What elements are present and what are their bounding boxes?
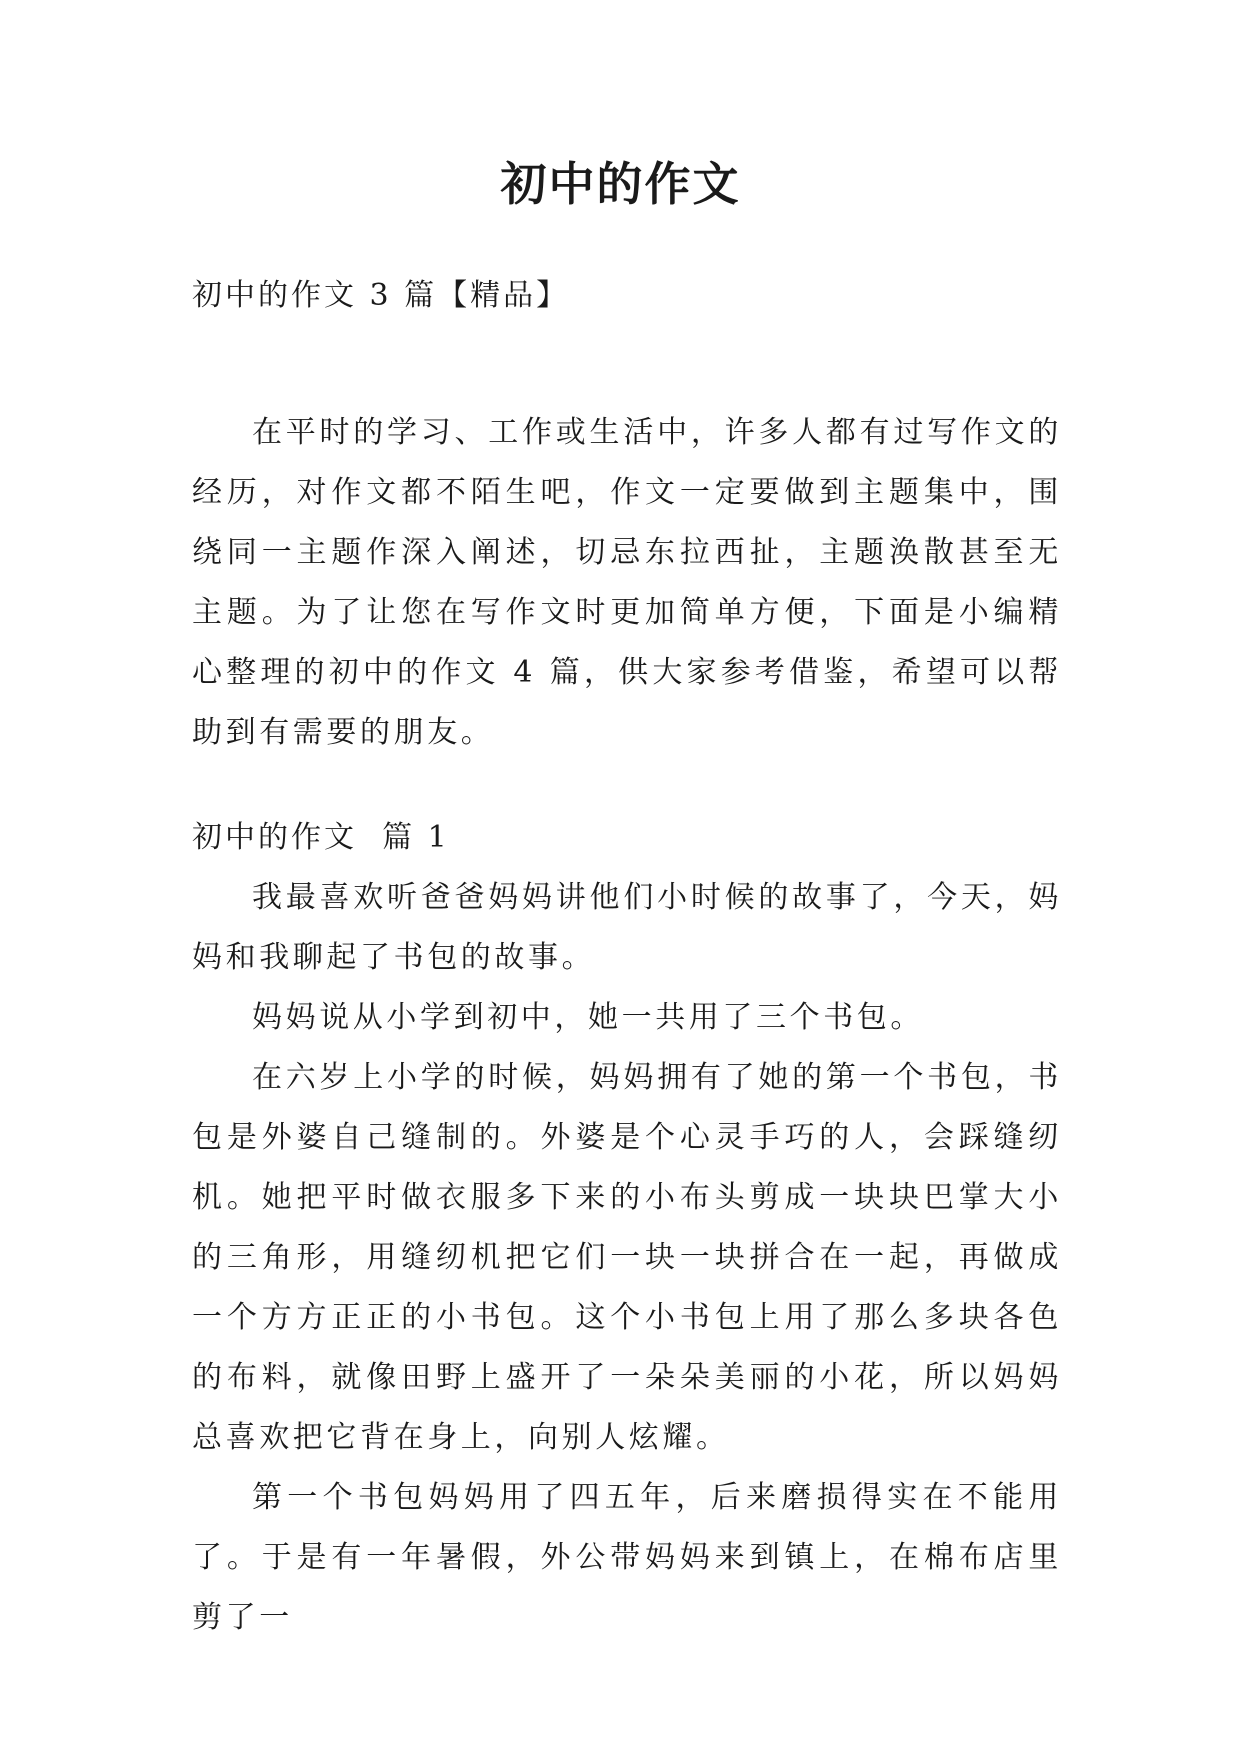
essay-paragraph-2: 妈妈说从小学到初中，她一共用了三个书包。 [252, 1000, 924, 1035]
essay-paragraph-1: 我最喜欢听爸爸妈妈讲他们小时候的故事了，今天，妈妈和我聊起了书包的故事。 [192, 880, 1062, 975]
document-title: 初中的作文 [500, 157, 741, 211]
essay-paragraph-4: 第一个书包妈妈用了四五年，后来磨损得实在不能用了。于是有一年暑假，外公带妈妈来到镇上，在棉布店里剪了一 [192, 1480, 1062, 1635]
document-subtitle: 初中的作文 3 篇【精品】 [192, 278, 570, 313]
section-heading: 初中的作文 篇 1 [192, 820, 450, 855]
intro-paragraph [192, 403, 1062, 763]
intro-text: 在平时的学习、工作或生活中，许多人都有过写作文的经历，对作文都不陌生吧，作文一定要做到主题集中，围绕同一主题作深入阐述，切忌东拉西扯，主题涣散甚至无主题。为了让您在写作文时更加简单方便，下面是小编精心整理的初中的作文 4 篇，供大家参考借鉴，希望可以帮助到有需要的朋友。 [192, 415, 1062, 750]
essay-body [192, 868, 1062, 1648]
essay-paragraph-3: 在六岁上小学的时候，妈妈拥有了她的第一个书包，书包是外婆自己缝制的。外婆是个心灵手巧的人，会踩缝纫机。她把平时做衣服多下来的小布头剪成一块块巴掌大小的三角形，用缝纫机把它们一块一块拼合在一起，再做成一个方方正正的小书包。这个小书包上用了那么多块各色的布料，就像田野上盛开了一朵朵美丽的小花，所以妈妈总喜欢把它背在身上，向别人炫耀。 [192, 1060, 1062, 1455]
